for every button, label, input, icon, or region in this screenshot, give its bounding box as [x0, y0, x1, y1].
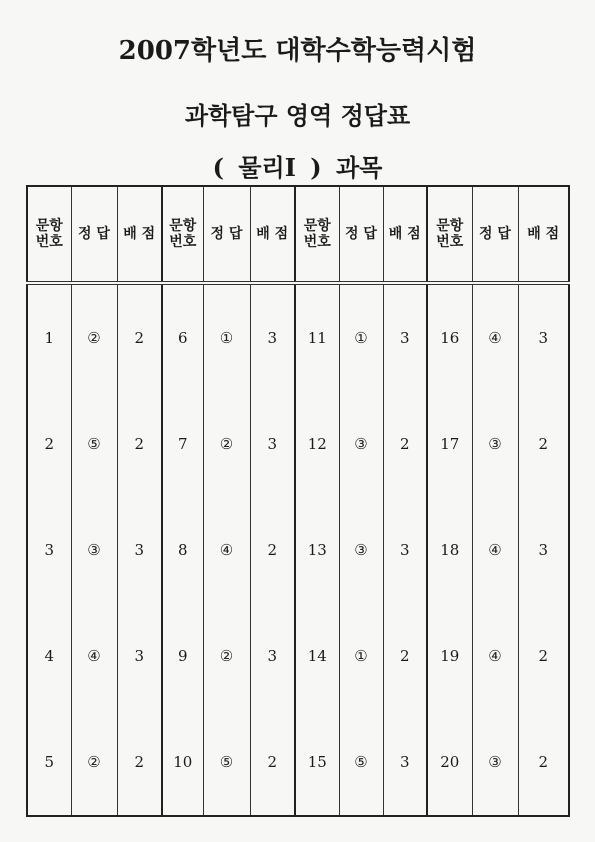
header-question-label-top: 문항: [303, 217, 331, 234]
question-number-cell: 11: [295, 283, 339, 391]
points-cell: 2: [250, 497, 295, 603]
header-question-label-top: 문항: [169, 217, 197, 234]
answer-cell: ④: [472, 497, 518, 603]
question-number-cell: 5: [27, 709, 71, 816]
points-cell: 3: [383, 497, 427, 603]
exam-title: 2007학년도 대학수학능력시험: [118, 36, 477, 66]
question-number-cell: 15: [295, 709, 339, 816]
points-cell: 3: [117, 497, 162, 603]
table-body: [27, 283, 569, 816]
points-cell: 2: [117, 391, 162, 497]
question-number-cell: 2: [27, 391, 71, 497]
header-answer: 정 답: [71, 186, 117, 283]
points-cell: 2: [518, 603, 569, 709]
points-cell: 3: [383, 709, 427, 816]
question-number-cell: 18: [427, 497, 472, 603]
table-row: [27, 283, 569, 391]
answer-cell: ③: [472, 391, 518, 497]
question-number-cell: 4: [27, 603, 71, 709]
header-points: 배 점: [383, 186, 427, 283]
subject-title: ( 물리Ⅰ ) 과목: [212, 153, 383, 182]
question-number-cell: 17: [427, 391, 472, 497]
question-number-cell: 20: [427, 709, 472, 816]
header-question-number: [295, 186, 339, 283]
header-question-number: [162, 186, 203, 283]
header-question-label-bottom: 번호: [169, 234, 197, 250]
points-cell: 3: [250, 283, 295, 391]
answer-sheet-title: 과학탐구 영역 정답표: [184, 101, 411, 130]
question-number-cell: 8: [162, 497, 203, 603]
points-cell: 2: [518, 391, 569, 497]
points-cell: 2: [518, 709, 569, 816]
header-question-number: [27, 186, 71, 283]
question-number-cell: 14: [295, 603, 339, 709]
header-question-number: [427, 186, 472, 283]
answer-cell: ③: [339, 497, 383, 603]
header-points: 배 점: [117, 186, 162, 283]
points-cell: 3: [250, 603, 295, 709]
answer-cell: ⑤: [339, 709, 383, 816]
answer-cell: ④: [472, 283, 518, 391]
points-cell: 2: [250, 709, 295, 816]
question-number-cell: 10: [162, 709, 203, 816]
answer-cell: ④: [71, 603, 117, 709]
points-cell: 3: [250, 391, 295, 497]
answer-cell: ①: [339, 283, 383, 391]
answer-cell: ③: [472, 709, 518, 816]
points-cell: 3: [518, 283, 569, 391]
table-header-row: [27, 186, 569, 283]
header-answer: 정 답: [203, 186, 250, 283]
table-row: [27, 391, 569, 497]
answer-cell: ②: [71, 283, 117, 391]
question-number-cell: 16: [427, 283, 472, 391]
points-cell: 2: [383, 391, 427, 497]
answer-cell: ④: [472, 603, 518, 709]
answer-cell: ①: [203, 283, 250, 391]
answer-cell: ③: [71, 497, 117, 603]
points-cell: 3: [117, 603, 162, 709]
points-cell: 3: [383, 283, 427, 391]
header-question-label-bottom: 번호: [303, 234, 331, 250]
answer-cell: ②: [203, 603, 250, 709]
points-cell: 2: [383, 603, 427, 709]
header-question-label-top: 문항: [35, 217, 63, 234]
header-answer: 정 답: [472, 186, 518, 283]
points-cell: 2: [117, 709, 162, 816]
header-points: 배 점: [518, 186, 569, 283]
question-number-cell: 6: [162, 283, 203, 391]
answer-cell: ②: [203, 391, 250, 497]
answer-cell: ①: [339, 603, 383, 709]
table-row: [27, 497, 569, 603]
points-cell: 2: [117, 283, 162, 391]
header-answer: 정 답: [339, 186, 383, 283]
answer-cell: ④: [203, 497, 250, 603]
question-number-cell: 1: [27, 283, 71, 391]
header-question-label-top: 문항: [436, 217, 464, 234]
question-number-cell: 19: [427, 603, 472, 709]
answer-cell: ⑤: [71, 391, 117, 497]
answer-table: [26, 185, 570, 817]
table-row: [27, 709, 569, 816]
question-number-cell: 7: [162, 391, 203, 497]
header-points: 배 점: [250, 186, 295, 283]
question-number-cell: 9: [162, 603, 203, 709]
header-question-label-bottom: 번호: [35, 234, 63, 250]
question-number-cell: 3: [27, 497, 71, 603]
answer-cell: ⑤: [203, 709, 250, 816]
answer-cell: ③: [339, 391, 383, 497]
header-question-label-bottom: 번호: [436, 234, 464, 250]
question-number-cell: 12: [295, 391, 339, 497]
answer-cell: ②: [71, 709, 117, 816]
points-cell: 3: [518, 497, 569, 603]
table-row: [27, 603, 569, 709]
question-number-cell: 13: [295, 497, 339, 603]
